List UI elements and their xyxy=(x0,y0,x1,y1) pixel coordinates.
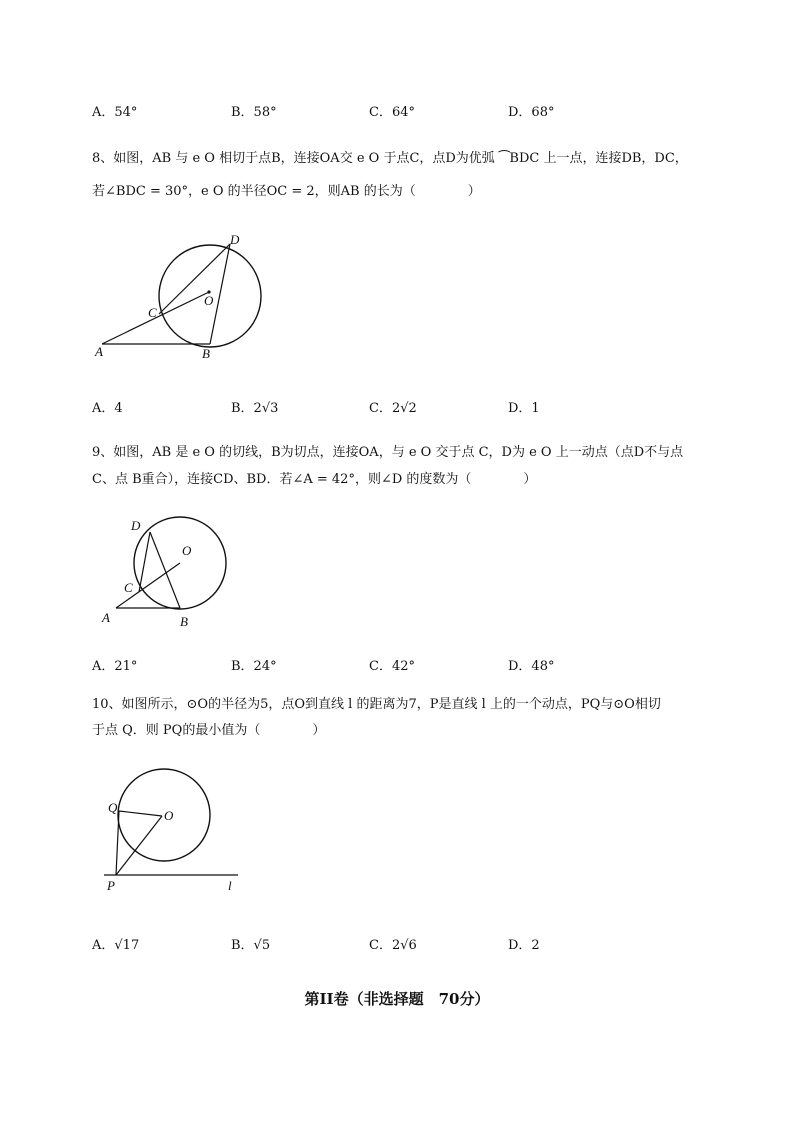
q9-figure xyxy=(96,512,236,632)
q10-option-a: A．√17 xyxy=(92,938,140,953)
q7-option-d: D．68° xyxy=(508,105,555,120)
q8-option-b: B．2√3 xyxy=(231,401,279,416)
q10-label-p: P xyxy=(107,878,115,893)
q9-label-o: O xyxy=(182,543,192,558)
q8-stem-line1: 8、如图，AB 与 e O 相切于点B，连接OA交 e O 于点C，点D为优弧 ⁀BDC 上一点，连接DB，DC， xyxy=(92,151,688,166)
q8-option-a: A．4 xyxy=(92,401,123,416)
q8-stem-line2: 若∠BDC = 30°，e O 的半径OC = 2，则AB 的长为（ ） xyxy=(92,184,481,199)
q10-option-c: C．2√6 xyxy=(369,938,417,953)
q10-option-b: B．√5 xyxy=(231,938,271,953)
q8-option-c: C．2√2 xyxy=(369,401,417,416)
q7-option-a: A．54° xyxy=(92,105,138,120)
q9-label-a: A xyxy=(102,610,110,625)
q9-stem-line1: 9、如图，AB 是 e O 的切线，B为切点，连接OA，与 e O 交于点 C，D为 e O 上一动点（点D不与点 xyxy=(92,445,684,460)
q10-figure xyxy=(100,766,250,896)
q8-label-o: O xyxy=(204,293,214,308)
q8-label-c: C xyxy=(148,305,157,320)
q10-label-o: O xyxy=(164,808,174,823)
q9-option-a: A．21° xyxy=(92,659,138,674)
q9-option-b: B．24° xyxy=(231,659,277,674)
q8-label-d: D xyxy=(230,232,240,247)
q9-option-d: D．48° xyxy=(508,659,555,674)
q9-label-c: C xyxy=(124,580,133,595)
q8-label-a: A xyxy=(95,344,103,359)
q7-option-b: B．58° xyxy=(231,105,277,120)
q10-option-d: D．2 xyxy=(508,938,540,953)
q10-stem-line1: 10、如图所示，⊙O的半径为5，点O到直线 l 的距离为7，P是直线 l 上的一个动点，PQ与⊙O相切 xyxy=(92,697,661,712)
section-title: 第II卷（非选择题 70分） xyxy=(304,990,490,1008)
q10-label-line-l: l xyxy=(228,878,232,893)
q10-stem-line2: 于点 Q．则 PQ的最小值为（ ） xyxy=(92,723,326,738)
q8-label-b: B xyxy=(202,346,210,361)
q9-label-b: B xyxy=(180,614,188,629)
q10-label-q: Q xyxy=(108,800,118,815)
q9-option-c: C．42° xyxy=(369,659,415,674)
q9-stem-line2: C、点 B重合），连接CD、BD．若∠A = 42°，则∠D 的度数为（ ） xyxy=(92,472,537,487)
q9-label-d: D xyxy=(131,518,141,533)
q7-option-c: C．64° xyxy=(369,105,415,120)
q8-option-d: D．1 xyxy=(508,401,540,416)
q8-figure xyxy=(90,228,270,363)
